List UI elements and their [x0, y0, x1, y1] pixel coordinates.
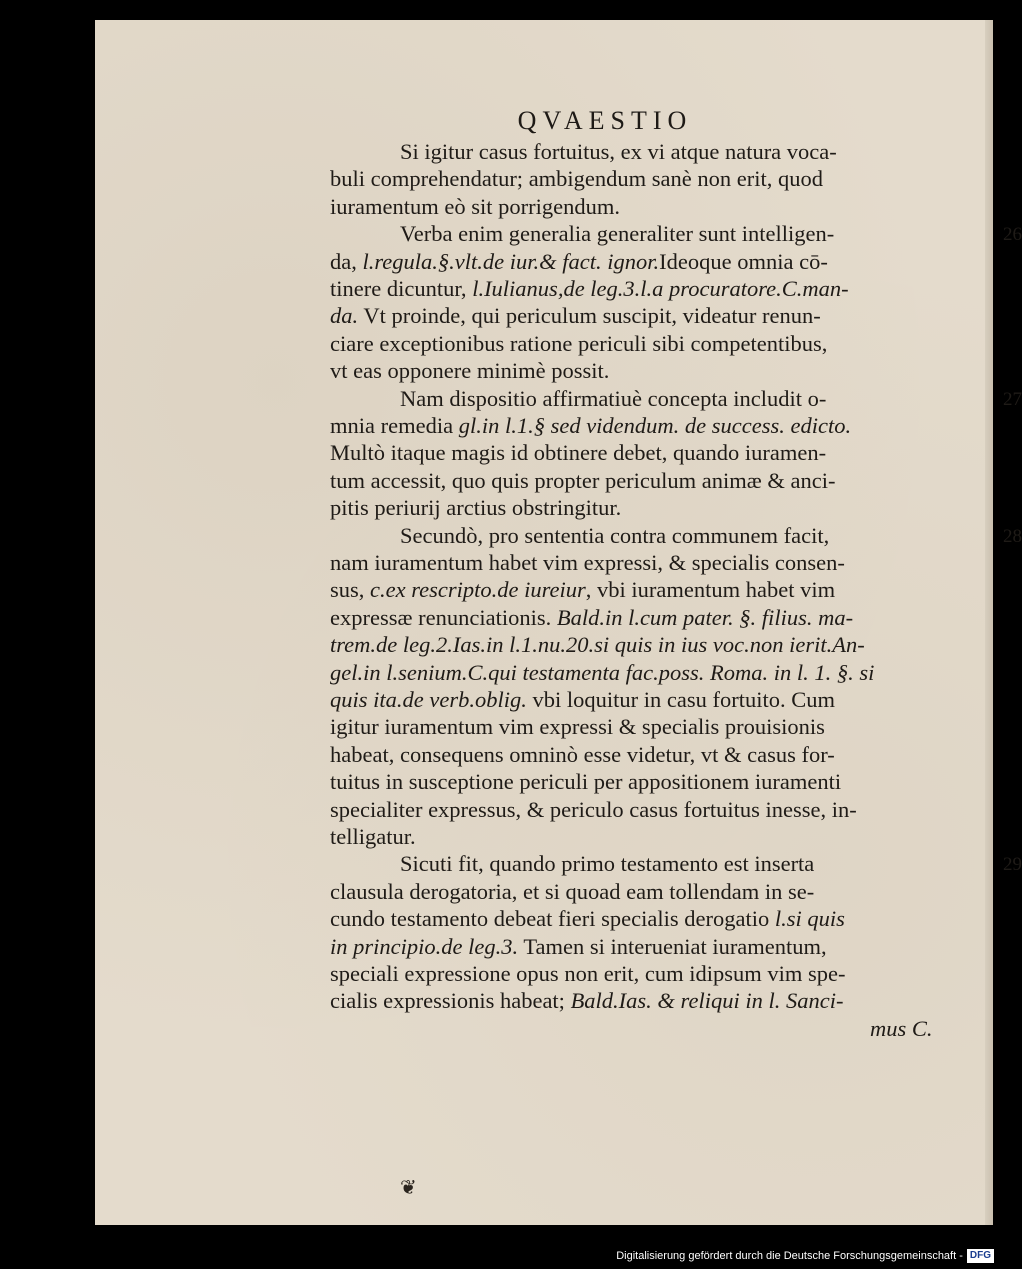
- text-line: [330, 631, 865, 659]
- text-segment: specialiter expressus, & periculo casus fortuitus inesse, in-: [330, 796, 857, 822]
- text-line: [330, 741, 835, 769]
- text-line: [330, 549, 845, 577]
- text-segment: in principio.de leg.3.: [330, 933, 519, 959]
- text-line: [330, 933, 827, 961]
- text-segment: Bald.Ias. & reliqui in l. Sanci-: [570, 988, 844, 1014]
- text-line: [330, 987, 843, 1015]
- text-line: [330, 330, 827, 358]
- text-line: [330, 905, 845, 933]
- text-segment: cundo testamento debeat fieri specialis derogatio: [330, 906, 775, 932]
- text-segment: mnia remedia: [330, 413, 459, 438]
- page-edge: [985, 20, 993, 1225]
- text-line: [330, 165, 823, 193]
- text-line: [330, 576, 835, 604]
- text-segment: da.: [330, 303, 359, 329]
- text-line: [330, 768, 841, 796]
- text-segment: ciare exceptionibus ratione periculi sibi competentibus,: [330, 330, 828, 356]
- text-segment: , vbi iuramentum habet vim: [585, 577, 836, 603]
- text-line: [330, 357, 609, 385]
- text-line: [400, 385, 826, 413]
- text-segment: pitis periurij arctius obstringitur.: [330, 495, 622, 521]
- text-segment: nam iuramentum habet vim expressi, & specialis consen-: [330, 550, 845, 575]
- margin-number: 28: [1003, 525, 1022, 547]
- text-segment: quis ita.de verb.oblig.: [330, 687, 527, 712]
- text-line: [330, 686, 835, 714]
- text-segment: sus,: [330, 577, 371, 603]
- text-line: [330, 713, 825, 741]
- text-segment: igitur iuramentum vim expressi & specialis prouisionis: [330, 714, 825, 740]
- text-line: [400, 138, 837, 166]
- text-segment: tinere dicuntur,: [330, 276, 473, 301]
- margin-number: 29: [1003, 854, 1022, 876]
- text-segment: c.ex rescripto.de iureiur: [370, 577, 586, 603]
- text-segment: speciali expressione opus non erit, cum idipsum vim spe-: [330, 961, 846, 986]
- text-line: [330, 193, 620, 221]
- text-segment: Sicuti fit, quando primo testamento est inserta: [400, 851, 815, 877]
- text-line: [400, 220, 834, 248]
- text-line: [330, 494, 621, 522]
- text-segment: Verba enim generalia generaliter sunt intelligen-: [400, 221, 835, 247]
- text-segment: gl.in l.1.§ sed videndum. de success. edicto.: [458, 413, 852, 438]
- text-segment: telligatur.: [330, 824, 416, 849]
- text-segment: da,: [330, 248, 363, 274]
- text-line: [870, 1015, 933, 1043]
- text-segment: vt eas opponere minimè possit.: [330, 358, 610, 384]
- text-line: [330, 960, 846, 988]
- text-segment: iuramentum eò sit porrigendum.: [330, 193, 620, 219]
- text-segment: trem.de leg.2.Ias.in l.1.nu.20.si quis in ius voc.non ierit.An-: [330, 632, 865, 658]
- text-segment: Ideoque omnia cō-: [659, 248, 828, 274]
- text-segment: Secundò, pro sententia contra communem facit,: [400, 522, 830, 548]
- text-segment: Si igitur casus fortuitus, ex vi atque natura voca-: [400, 139, 837, 164]
- text-line: [330, 248, 828, 276]
- text-line: [330, 412, 851, 440]
- margin-number: 26: [1003, 224, 1022, 246]
- text-line: [330, 878, 814, 906]
- text-segment: Tamen si interueniat iuramentum,: [518, 933, 827, 959]
- text-segment: vbi loquitur in casu fortuito. Cum: [526, 687, 835, 712]
- footer-credit: [616, 1248, 994, 1264]
- book-page: [95, 20, 1022, 1225]
- text-segment: Vt proinde, qui periculum suscipit, videatur renun-: [358, 303, 821, 329]
- text-line: [400, 850, 814, 878]
- text-segment: habeat, consequens omninò esse videtur, vt & casus for-: [330, 741, 835, 767]
- text-line: [330, 796, 857, 824]
- margin-number: 27: [1003, 388, 1022, 410]
- ornament-icon: ❦: [400, 1177, 417, 1199]
- page-header: QVAESTIO: [517, 106, 693, 135]
- text-segment: mus C.: [870, 1015, 933, 1041]
- text-line: [400, 522, 829, 550]
- text-segment: tuitus in susceptione periculi per appositionem iuramenti: [330, 769, 842, 795]
- text-line: [330, 302, 821, 330]
- text-segment: gel.in l.senium.C.qui testamenta fac.poss. Roma. in l. 1. §. si: [330, 659, 875, 685]
- text-line: [330, 659, 874, 687]
- text-segment: tum accessit, quo quis propter periculum animæ & anci-: [330, 467, 836, 493]
- text-segment: Nam dispositio affirmatiuè concepta includit o-: [400, 385, 827, 411]
- text-segment: buli comprehendatur; ambigendum sanè non erit, quod: [330, 166, 824, 192]
- text-segment: l.regula.§.vlt.de iur.& fact. ignor.: [362, 248, 660, 274]
- footer-text: Digitalisierung gefördert durch die Deutsche Forschungsgemeinschaft -: [616, 1250, 963, 1262]
- text-line: [330, 604, 853, 632]
- text-segment: Bald.in l.cum pater. §. filius. ma-: [556, 604, 854, 630]
- text-segment: expressæ renunciationis.: [330, 604, 557, 630]
- text-line: [330, 467, 836, 495]
- text-segment: l.si quis: [774, 906, 845, 932]
- text-line: [330, 275, 849, 303]
- text-segment: Multò itaque magis id obtinere debet, quando iuramen-: [330, 440, 827, 466]
- dfg-logo: DFG: [967, 1249, 994, 1263]
- text-line: [330, 823, 416, 851]
- text-line: [330, 439, 826, 467]
- text-segment: clausula derogatoria, et si quoad eam tollendam in se-: [330, 878, 815, 904]
- text-segment: cialis expressionis habeat;: [330, 988, 571, 1014]
- text-segment: l.Iulianus,de leg.3.l.a procuratore.C.man-: [472, 276, 849, 301]
